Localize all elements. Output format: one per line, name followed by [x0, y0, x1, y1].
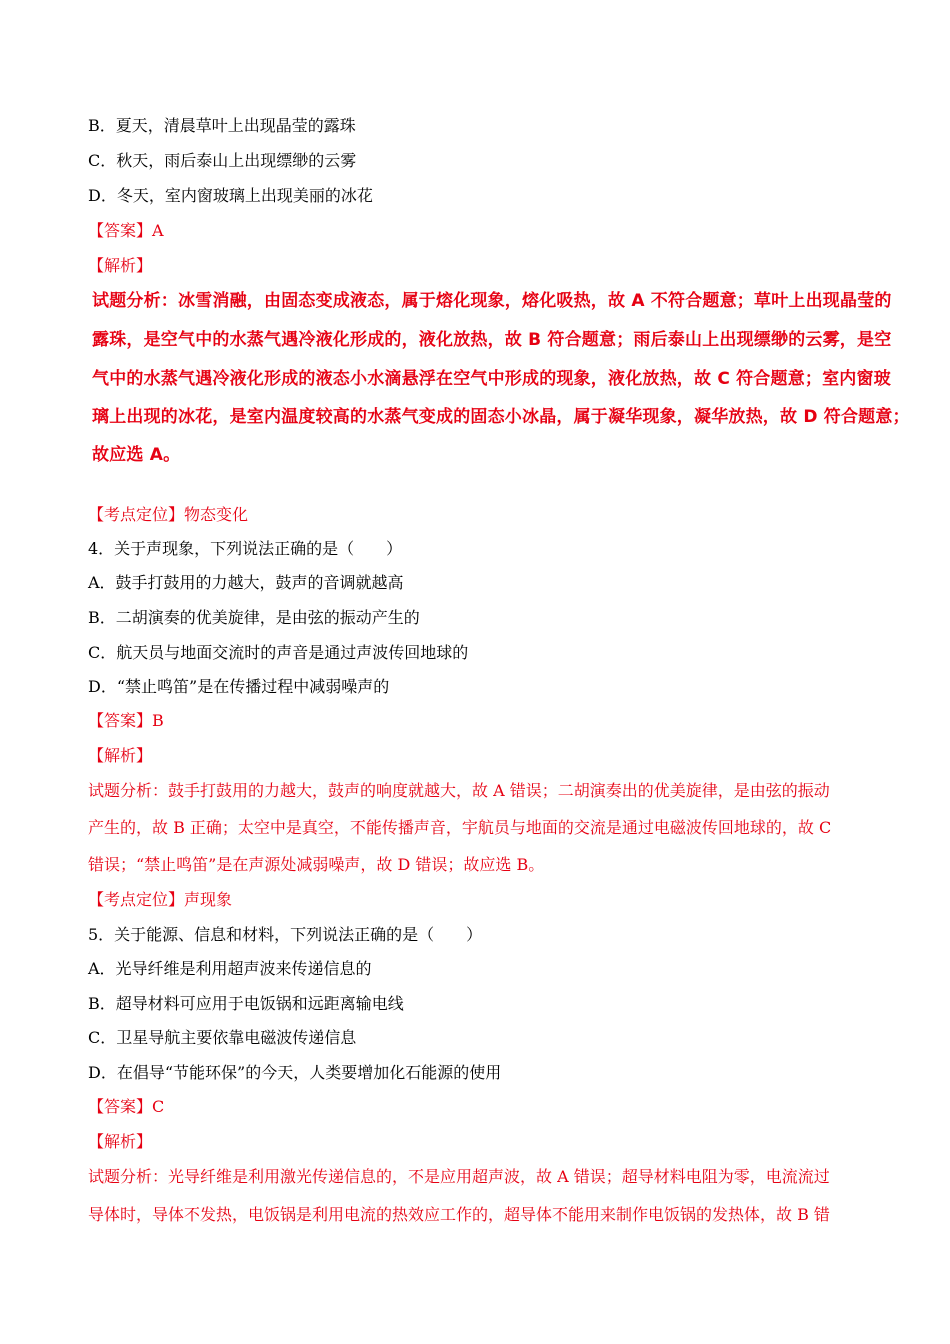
q5-answer: 【答案】C — [88, 1097, 165, 1116]
q5-option-b: B．超导材料可应用于电饭锅和远距离输电线 — [88, 994, 404, 1013]
q3-analysis-line: 试题分析：冰雪消融，由固态变成液态，属于熔化现象，熔化吸热，故 A 不符合题意；草叶上出现晶莹的 — [92, 291, 892, 311]
q5-option-c: C．卫星导航主要依靠电磁波传递信息 — [88, 1028, 357, 1047]
q3-option-d: D．冬天，室内窗玻璃上出现美丽的冰花 — [88, 186, 373, 205]
q3-option-b: B．夏天，清晨草叶上出现晶莹的露珠 — [88, 116, 356, 135]
q4-analysis-line: 错误；“禁止鸣笛”是在声源处减弱噪声，故 D 错误；故应选 B。 — [88, 855, 545, 874]
q4-analysis-line: 产生的，故 B 正确；太空中是真空，不能传播声音，宇航员与地面的交流是通过电磁波传回地球的，故 C — [88, 818, 832, 837]
q4-option-c: C．航天员与地面交流时的声音是通过声波传回地球的 — [88, 643, 469, 662]
q3-topic: 【考点定位】物态变化 — [88, 505, 249, 524]
q5-analysis-line: 试题分析：光导纤维是利用激光传递信息的，不是应用超声波，故 A 错误；超导材料电阻为零，电流流过 — [88, 1167, 830, 1186]
q5-option-d: D．在倡导“节能环保”的今天，人类要增加化石能源的使用 — [88, 1063, 502, 1082]
q4-analysis-label: 【解析】 — [88, 746, 153, 765]
q3-analysis-label: 【解析】 — [88, 256, 153, 275]
q5-analysis-line: 导体时，导体不发热，电饭锅是利用电流的热效应工作的，超导体不能用来制作电饭锅的发热体，故 B 错 — [88, 1205, 830, 1224]
q5-option-a: A．光导纤维是利用超声波来传递信息的 — [88, 959, 372, 978]
q3-analysis-line: 故应选 A。 — [92, 445, 181, 465]
q3-analysis-line: 露珠，是空气中的水蒸气遇冷液化形成的，液化放热，故 B 符合题意；雨后泰山上出现缥缈的云雾，是空 — [92, 330, 892, 350]
q3-option-c: C．秋天，雨后泰山上出现缥缈的云雾 — [88, 151, 357, 170]
q5-analysis-label: 【解析】 — [88, 1132, 153, 1151]
q4-topic: 【考点定位】声现象 — [88, 890, 233, 909]
q3-answer: 【答案】A — [88, 221, 164, 240]
q4-answer: 【答案】B — [88, 711, 164, 730]
q4-option-b: B．二胡演奏的优美旋律，是由弦的振动产生的 — [88, 608, 420, 627]
q4-option-a: A．鼓手打鼓用的力越大，鼓声的音调就越高 — [88, 573, 404, 592]
q3-analysis-line: 璃上出现的冰花，是室内温度较高的水蒸气变成的固态小冰晶，属于凝华现象，凝华放热，故 D 符合题意； — [92, 407, 910, 427]
q3-analysis-line: 气中的水蒸气遇冷液化形成的液态小水滴悬浮在空气中形成的现象，液化放热，故 C 符合题意；室内窗玻 — [92, 369, 891, 389]
q4-question: 4．关于声现象，下列说法正确的是（ ） — [88, 539, 403, 558]
q4-option-d: D．“禁止鸣笛”是在传播过程中减弱噪声的 — [88, 677, 390, 696]
q4-analysis-line: 试题分析：鼓手打鼓用的力越大，鼓声的响度就越大，故 A 错误；二胡演奏出的优美旋律，是由弦的振动 — [88, 781, 830, 800]
q5-question: 5．关于能源、信息和材料，下列说法正确的是（ ） — [88, 925, 483, 944]
